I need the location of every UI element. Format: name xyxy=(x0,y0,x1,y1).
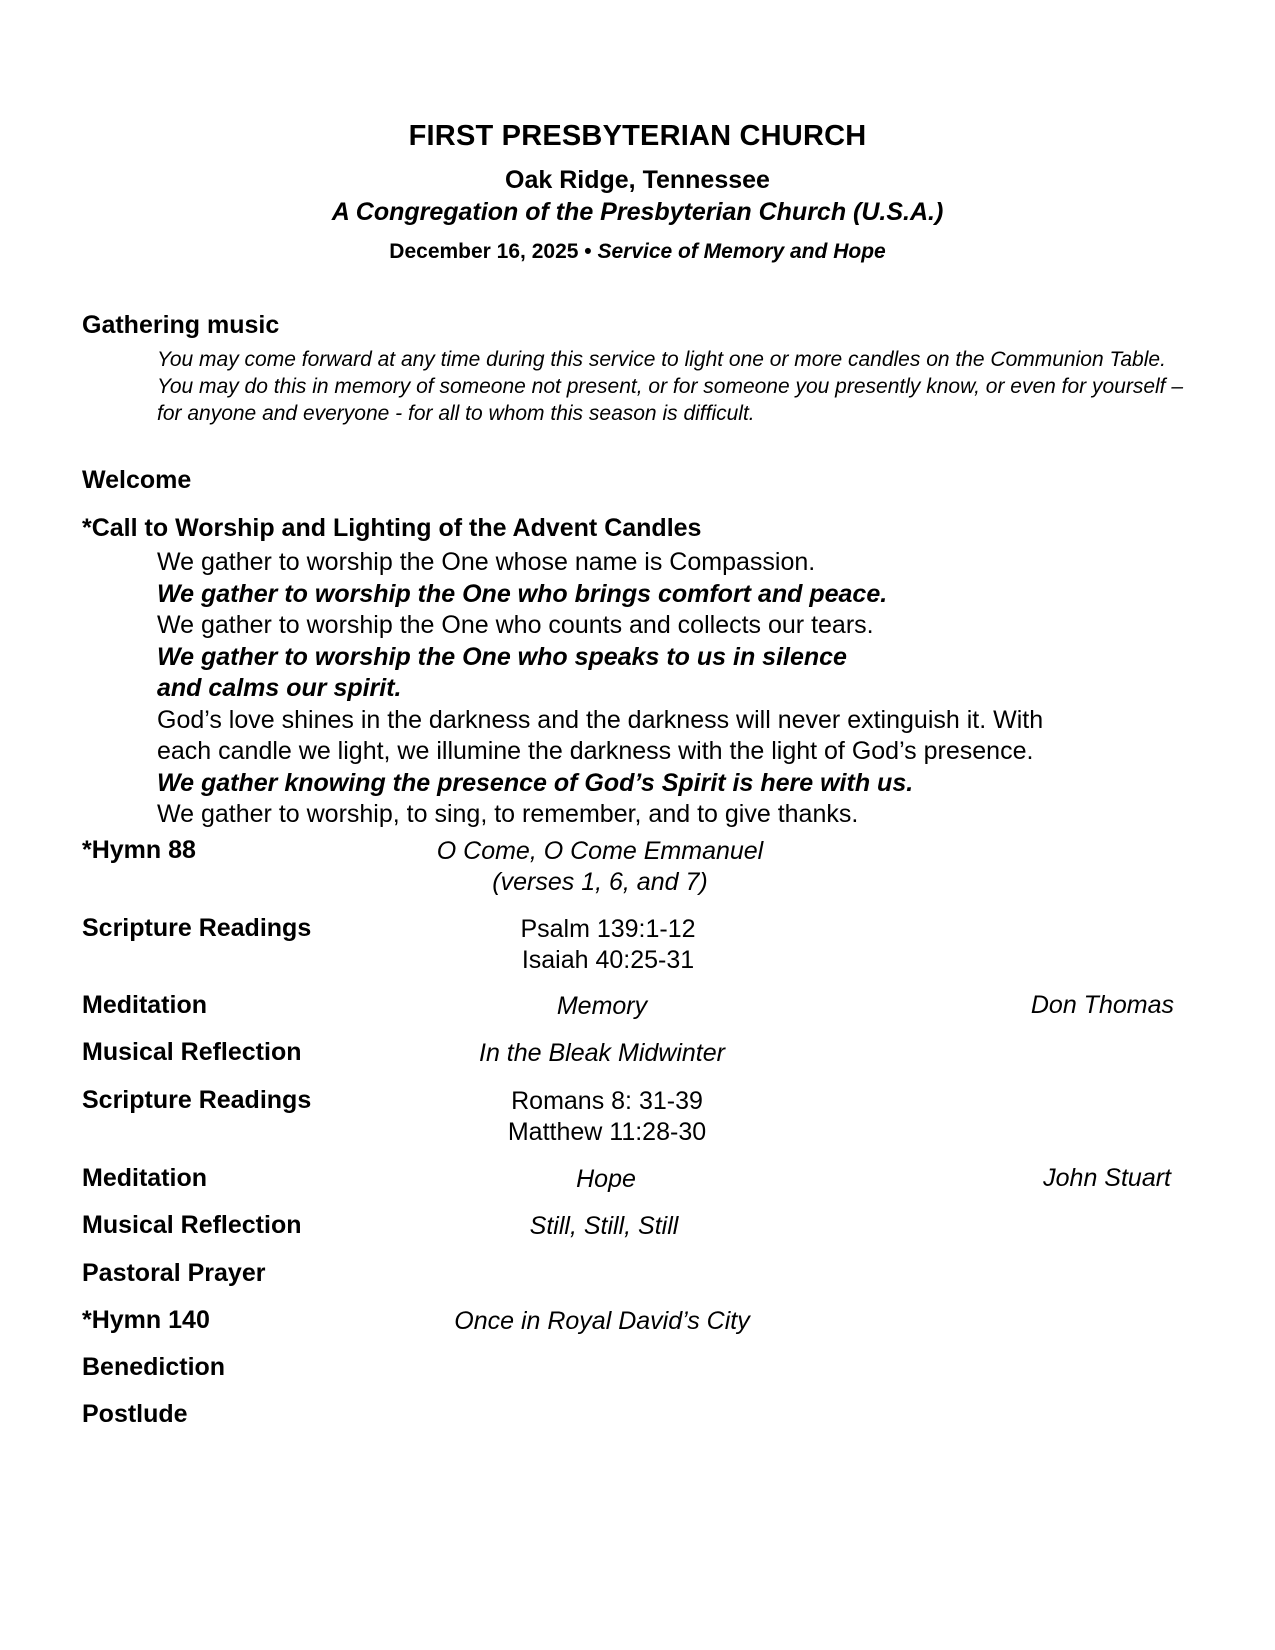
congregation-line: A Congregation of the Presbyterian Church (U.S.A.) xyxy=(331,198,944,226)
scripture-ref: Isaiah 40:25-31 xyxy=(521,946,695,974)
pastoral-prayer-label: Pastoral Prayer xyxy=(82,1259,266,1287)
church-location: Oak Ridge, Tennessee xyxy=(505,166,770,194)
scripture-readings-2-label: Scripture Readings xyxy=(82,1086,312,1114)
service-date: December 16, 2025 • xyxy=(389,240,598,263)
hymn-88-title xyxy=(350,836,850,898)
hymn-88-label: *Hymn 88 xyxy=(82,836,196,864)
scripture-ref: Psalm 139:1-12 xyxy=(520,915,696,943)
gathering-music-heading: Gathering music xyxy=(82,311,280,339)
meditation-2-label: Meditation xyxy=(82,1164,207,1192)
candle-note: You may come forward at any time during this service to light one or more candles on the Communion Table. You may do this in memory of someone not present, or for someone you presently know, or even for yourself – for anyone and everyone - for all to whom this season is difficult. xyxy=(157,348,1184,425)
musical-reflection-1-title: In the Bleak Midwinter xyxy=(479,1039,725,1067)
litany-line: each candle we light, we illumine the darkness with the light of God’s presence. xyxy=(157,737,1034,765)
litany-response: and calms our spirit. xyxy=(157,674,402,702)
church-name: FIRST PRESBYTERIAN CHURCH xyxy=(408,120,867,152)
welcome-heading: Welcome xyxy=(82,466,192,494)
musical-reflection-2-title: Still, Still, Still xyxy=(529,1212,679,1240)
scripture-readings-1-label: Scripture Readings xyxy=(82,914,312,942)
postlude-label: Postlude xyxy=(82,1400,188,1428)
scripture-readings-2-refs xyxy=(357,1086,857,1148)
call-to-worship-litany xyxy=(157,547,1207,831)
litany-line: We gather to worship the One who counts and collects our tears. xyxy=(157,611,874,639)
benediction-label: Benediction xyxy=(82,1353,226,1381)
musical-reflection-2-label: Musical Reflection xyxy=(82,1211,302,1239)
hymn-140-label: *Hymn 140 xyxy=(82,1306,210,1334)
musical-reflection-1-label: Musical Reflection xyxy=(82,1038,302,1066)
litany-line: We gather to worship the One whose name is Compassion. xyxy=(157,548,816,576)
litany-response: We gather to worship the One who speaks to us in silence xyxy=(157,642,847,671)
hymn-140-title: Once in Royal David’s City xyxy=(454,1307,750,1335)
call-to-worship-heading: *Call to Worship and Lighting of the Advent Candles xyxy=(82,514,702,542)
meditation-1-speaker: Don Thomas xyxy=(1030,991,1174,1019)
meditation-2-title: Hope xyxy=(576,1165,636,1193)
date-line xyxy=(0,240,1275,264)
scripture-readings-1-refs xyxy=(358,914,858,976)
meditation-1-label: Meditation xyxy=(82,991,207,1019)
meditation-1-title: Memory xyxy=(556,992,648,1020)
litany-response: We gather to worship the One who brings comfort and peace. xyxy=(157,579,888,608)
meditation-2-speaker: John Stuart xyxy=(1043,1164,1171,1192)
hymn-88-name: O Come, O Come Emmanuel xyxy=(436,837,764,865)
litany-line: We gather to worship, to sing, to remember, and to give thanks. xyxy=(157,800,859,828)
scripture-ref: Matthew 11:28-30 xyxy=(507,1118,707,1146)
litany-line: God’s love shines in the darkness and the darkness will never extinguish it. With xyxy=(157,705,1044,734)
scripture-ref: Romans 8: 31-39 xyxy=(511,1087,703,1115)
service-name: Service of Memory and Hope xyxy=(597,240,886,263)
hymn-88-verses: (verses 1, 6, and 7) xyxy=(492,868,708,896)
litany-response: We gather knowing the presence of God’s Spirit is here with us. xyxy=(157,768,914,797)
